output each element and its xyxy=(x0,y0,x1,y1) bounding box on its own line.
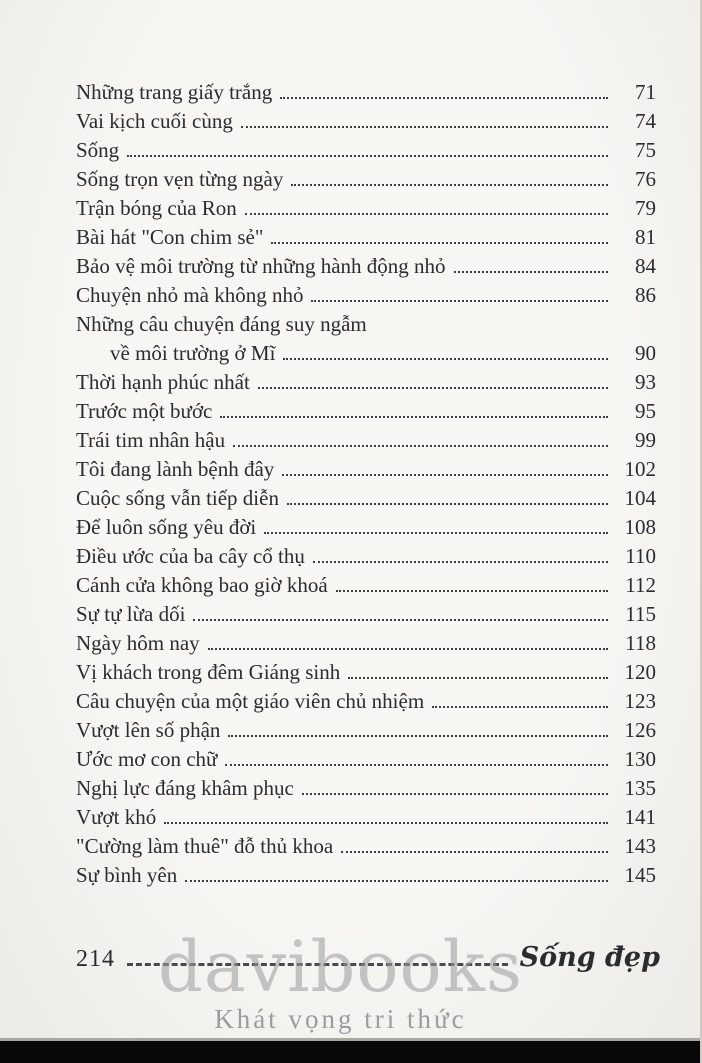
toc-title: Cuộc sống vẫn tiếp diễn xyxy=(76,486,279,510)
toc-entry xyxy=(76,629,656,658)
toc-title: Cánh cửa không bao giờ khoá xyxy=(76,573,328,597)
toc-dot-leader xyxy=(264,531,608,534)
toc-title: Ước mơ con chữ xyxy=(76,747,218,771)
page-footer xyxy=(76,942,660,974)
toc-dot-leader xyxy=(220,415,608,418)
toc-page-number: 86 xyxy=(635,283,656,307)
toc-entry xyxy=(76,136,656,165)
toc-dot-leader xyxy=(127,154,608,157)
toc-page-number: 143 xyxy=(624,834,656,858)
toc-page-number: 135 xyxy=(624,776,656,800)
toc-title: Để luôn sống yêu đời xyxy=(76,515,257,539)
toc-dot-leader xyxy=(336,589,608,592)
toc-dot-leader xyxy=(302,792,608,795)
toc-dot-leader xyxy=(233,444,608,447)
toc-dot-leader xyxy=(341,850,608,853)
toc-entry xyxy=(76,426,656,455)
toc-title: Sống trọn vẹn từng ngày xyxy=(76,167,284,191)
toc-title: Tôi đang lành bệnh đây xyxy=(76,457,275,481)
toc-title: Ngày hôm nay xyxy=(76,631,200,655)
toc-page-number: 130 xyxy=(624,747,656,771)
toc-page-number: 126 xyxy=(624,718,656,742)
toc-page-number: 75 xyxy=(635,138,656,162)
toc-entry xyxy=(76,484,656,513)
toc-title: Chuyện nhỏ mà không nhỏ xyxy=(76,283,304,307)
toc-entry xyxy=(76,571,656,600)
toc-title: Những câu chuyện đáng suy ngẫm xyxy=(76,312,367,336)
toc-page-number: 90 xyxy=(635,341,656,365)
toc-title: Sống xyxy=(76,138,120,162)
toc-dot-leader xyxy=(258,386,608,389)
toc-title: Bảo vệ môi trường từ những hành động nhỏ xyxy=(76,254,446,278)
toc-entry xyxy=(76,252,656,281)
toc-page-number: 99 xyxy=(635,428,656,452)
toc-page-number: 76 xyxy=(635,167,656,191)
book-title: Sống đẹp xyxy=(519,942,660,973)
toc-dot-leader xyxy=(313,560,608,563)
toc-subtitle: về môi trường ở Mĩ xyxy=(110,341,276,365)
toc-page-number: 93 xyxy=(635,370,656,394)
toc-dot-leader xyxy=(225,763,608,766)
toc-page-number: 81 xyxy=(635,225,656,249)
watermark-logo: davibooks xyxy=(158,926,523,1008)
toc-entry xyxy=(76,107,656,136)
footer-page-number: 214 xyxy=(76,946,115,972)
toc-title: Nghị lực đáng khâm phục xyxy=(76,776,294,800)
toc-entry xyxy=(76,281,656,310)
toc-entry xyxy=(76,165,656,194)
toc-dot-leader xyxy=(432,705,608,708)
toc-dot-leader xyxy=(271,241,608,244)
toc-entry xyxy=(76,513,656,542)
toc-title: Vượt khó xyxy=(76,805,157,829)
toc-title: Những trang giấy trắng xyxy=(76,80,273,104)
toc-page-number: 84 xyxy=(635,254,656,278)
toc-page-number: 141 xyxy=(624,805,656,829)
toc-title: Sự tự lừa dối xyxy=(76,602,186,626)
toc-entry xyxy=(76,339,656,368)
toc-dot-leader xyxy=(283,357,608,360)
toc-page-number: 102 xyxy=(624,457,656,481)
watermark-tagline: Khát vọng tri thức xyxy=(214,1004,467,1034)
toc-entry xyxy=(76,803,656,832)
toc-page-number: 145 xyxy=(624,863,656,887)
toc-entry xyxy=(76,455,656,484)
toc-title: Trái tim nhân hậu xyxy=(76,428,226,452)
toc-page-number: 71 xyxy=(635,80,656,104)
toc-title: Trước một bước xyxy=(76,399,213,423)
toc-title: Điều ước của ba cây cổ thụ xyxy=(76,544,305,568)
toc-entry xyxy=(76,310,656,339)
toc-page-number: 123 xyxy=(624,689,656,713)
toc-dot-leader xyxy=(228,734,608,737)
toc-page-number: 108 xyxy=(624,515,656,539)
toc-dot-leader xyxy=(311,299,608,302)
toc-title: "Cường làm thuê" đỗ thủ khoa xyxy=(76,834,334,858)
toc-page-number: 104 xyxy=(624,486,656,510)
toc-entry xyxy=(76,78,656,107)
toc-page-number: 120 xyxy=(624,660,656,684)
toc-page-number: 115 xyxy=(625,602,656,626)
toc-page-number: 112 xyxy=(625,573,656,597)
toc-page-number: 110 xyxy=(625,544,656,568)
toc-page-number: 79 xyxy=(635,196,656,220)
toc-entry xyxy=(76,600,656,629)
toc-entry xyxy=(76,223,656,252)
toc-entry xyxy=(76,542,656,571)
toc-dot-leader xyxy=(241,125,608,128)
toc-dot-leader xyxy=(208,647,608,650)
toc-dot-leader xyxy=(164,821,608,824)
toc-entry xyxy=(76,861,656,890)
toc-title: Câu chuyện của một giáo viên chủ nhiệm xyxy=(76,689,425,713)
toc-entry xyxy=(76,368,656,397)
toc-title: Thời hạnh phúc nhất xyxy=(76,370,250,394)
toc-entry xyxy=(76,687,656,716)
toc-dot-leader xyxy=(454,270,608,273)
toc-entry xyxy=(76,716,656,745)
scan-edge-bar xyxy=(0,1041,700,1063)
toc-title: Bài hát "Con chim sẻ" xyxy=(76,225,264,249)
toc-title: Vai kịch cuối cùng xyxy=(76,109,233,133)
toc-page-number: 95 xyxy=(635,399,656,423)
toc-entry xyxy=(76,194,656,223)
toc-title: Vị khách trong đêm Giáng sinh xyxy=(76,660,341,684)
toc-title: Sự bình yên xyxy=(76,863,178,887)
toc-entry xyxy=(76,832,656,861)
toc-dot-leader xyxy=(348,676,608,679)
toc-dot-leader xyxy=(245,212,608,215)
toc-entry xyxy=(76,397,656,426)
toc-dot-leader xyxy=(280,96,608,99)
toc-title: Trận bóng của Ron xyxy=(76,196,237,220)
footer-dash-line xyxy=(127,962,508,966)
toc-dot-leader xyxy=(291,183,608,186)
toc-dot-leader xyxy=(287,502,608,505)
toc-entry xyxy=(76,774,656,803)
toc-dot-leader xyxy=(193,618,608,621)
toc-title: Vượt lên số phận xyxy=(76,718,221,742)
toc-entry xyxy=(76,745,656,774)
toc-entry xyxy=(76,658,656,687)
toc-page-number: 74 xyxy=(635,109,656,133)
toc-dot-leader xyxy=(185,879,608,882)
toc-dot-leader xyxy=(282,473,608,476)
toc-page-number: 118 xyxy=(625,631,656,655)
